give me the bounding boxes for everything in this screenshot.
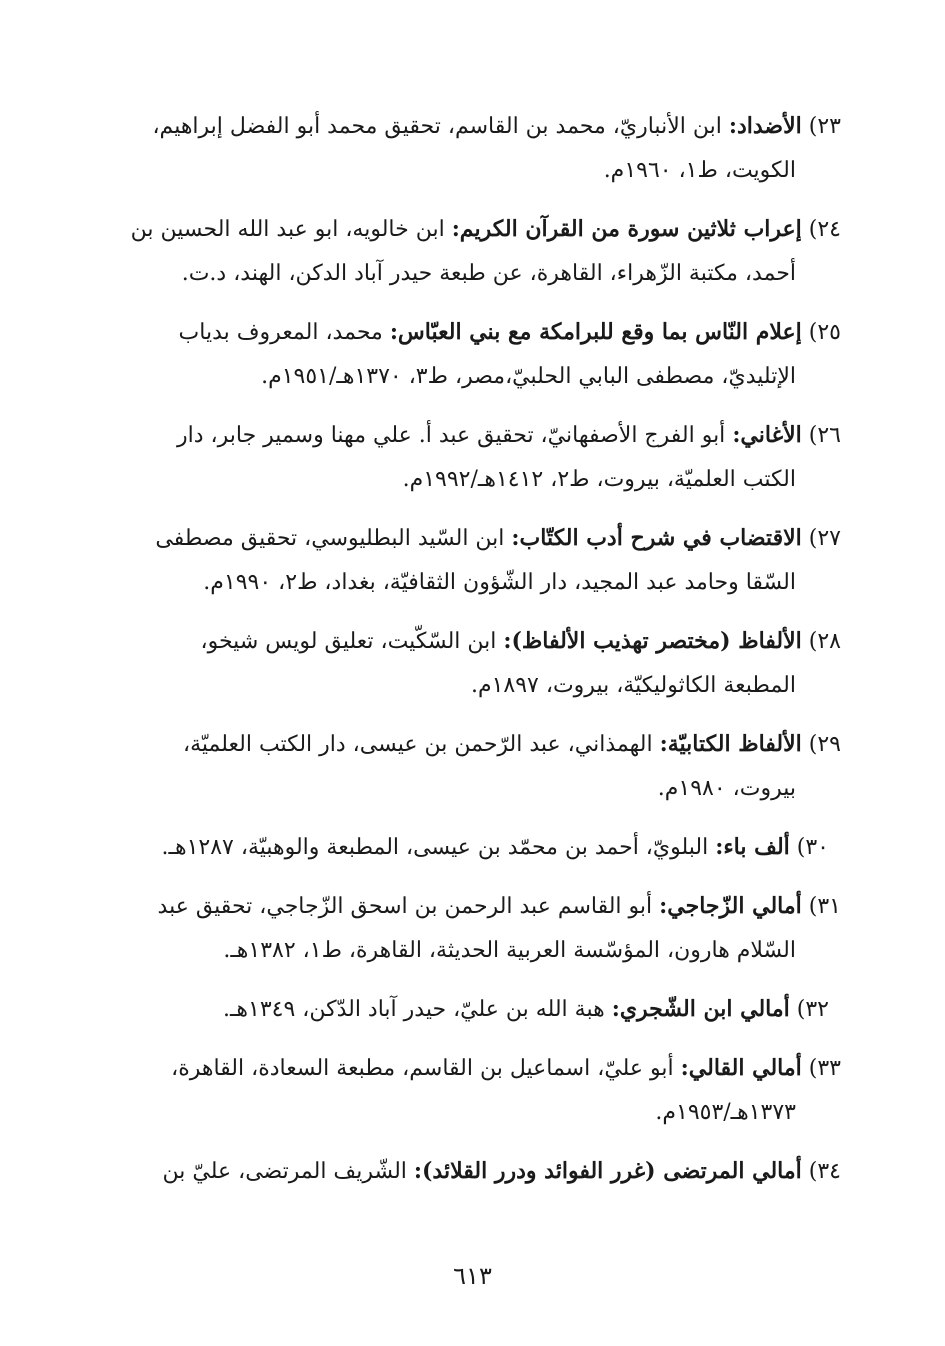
- entry-continuation: الكويت، ط١، ١٩٦٠م.: [603, 158, 796, 183]
- entry-title: الأغاني:: [732, 422, 802, 448]
- bibliography-entry: [106, 1046, 841, 1135]
- entry-details: ابن خالويه، ابو عبد الله الحسين بن: [130, 217, 445, 242]
- entry-title: الاقتضاب في شرح أدب الكتّاب:: [511, 525, 802, 551]
- entry-number: ٢٨): [808, 629, 841, 654]
- entry-details: هبة الله بن عليّ، حيدر آباد الدّكن، ١٣٤٩هـ.: [222, 997, 605, 1022]
- entry-details: الهمذاني، عبد الرّحمن بن عيسى، دار الكتب العلميّة،: [182, 732, 653, 757]
- entry-number: ٣٠): [796, 835, 829, 860]
- bibliography-entry: [106, 413, 841, 502]
- entry-title: الألفاظ (مختصر تهذيب الألفاظ):: [503, 628, 802, 654]
- entry-number: ٣٤): [808, 1159, 841, 1184]
- entry-number: ٢٥): [808, 320, 841, 345]
- bibliography-entry: [106, 207, 841, 296]
- entry-number: ٢٩): [808, 732, 841, 757]
- entry-title: الأضداد:: [728, 113, 802, 139]
- entry-continuation: السّقا وحامد عبد المجيد، دار الشّؤون الثقافيّة، بغداد، ط٢، ١٩٩٠م.: [203, 570, 796, 595]
- entry-details: ابن السّيد البطليوسي، تحقيق مصطفى: [155, 526, 505, 551]
- entry-continuation: السّلام هارون، المؤسّسة العربية الحديثة، القاهرة، ط١، ١٣٨٢هـ.: [223, 938, 796, 963]
- entry-details: ابن السّكّيت، تعليق لويس شيخو،: [200, 629, 497, 654]
- entry-continuation: الإتليديّ، مصطفى البابي الحلبيّ،مصر، ط٣، ١٣٧٠هـ/١٩٥١م.: [261, 364, 796, 389]
- entry-details: البلويّ، أحمد بن محمّد بن عيسى، المطبعة والوهبيّة، ١٢٨٧هـ.: [161, 835, 709, 860]
- page-number: ٦١٣: [453, 1262, 492, 1290]
- bibliography-entry: [106, 619, 841, 708]
- entry-details: أبو عليّ، اسماعيل بن القاسم، مطبعة السعادة، القاهرة،: [171, 1056, 674, 1081]
- entry-number: ٣٢): [796, 997, 829, 1022]
- entry-title: إعراب ثلاثين سورة من القرآن الكريم:: [451, 216, 802, 242]
- entry-continuation: المطبعة الكاثوليكيّة، بيروت، ١٨٩٧م.: [470, 673, 796, 698]
- entry-details: ابن الأنباريّ، محمد بن القاسم، تحقيق محمد أبو الفضل إبراهيم،: [152, 114, 722, 139]
- entry-continuation: بيروت، ١٩٨٠م.: [657, 776, 796, 801]
- entry-number: ٢٦): [808, 423, 841, 448]
- bibliography-entry: [106, 722, 841, 811]
- entry-number: ٢٧): [808, 526, 841, 551]
- bibliography-entry: [106, 987, 841, 1032]
- entry-title: ألف باء:: [715, 834, 790, 860]
- bibliography-entry: [106, 1149, 841, 1194]
- entry-continuation: أحمد، مكتبة الزّهراء، القاهرة، عن طبعة حيدر آباد الدكن، الهند، د.ت.: [181, 261, 796, 286]
- bibliography-list: [106, 104, 841, 1208]
- entry-title: الألفاظ الكتابيّة:: [659, 731, 802, 757]
- entry-number: ٣٣): [808, 1056, 841, 1081]
- entry-title: إعلام النّاس بما وقع للبرامكة مع بني العبّاس:: [389, 319, 802, 345]
- entry-details: محمد، المعروف بدياب: [178, 320, 383, 345]
- entry-details: أبو الفرج الأصفهانيّ، تحقيق عبد أ. علي مهنا وسمير جابر، دار: [176, 423, 726, 448]
- entry-title: أمالي ابن الشّجري:: [611, 996, 790, 1022]
- entry-title: أمالي الزّجاجي:: [659, 893, 802, 919]
- entry-details: الشّريف المرتضى، عليّ بن: [162, 1159, 407, 1184]
- bibliography-entry: [106, 884, 841, 973]
- entry-number: ٢٤): [808, 217, 841, 242]
- bibliography-entry: [106, 825, 841, 870]
- bibliography-entry: [106, 310, 841, 399]
- entry-number: ٣١): [808, 894, 841, 919]
- entry-title: أمالي المرتضى (غرر الفوائد ودرر القلائد):: [413, 1158, 802, 1184]
- entry-continuation: الكتب العلميّة، بيروت، ط٢، ١٤١٢هـ/١٩٩٢م.: [402, 467, 796, 492]
- entry-details: أبو القاسم عبد الرحمن بن اسحق الزّجاجي، تحقيق عبد: [157, 894, 653, 919]
- bibliography-entry: [106, 516, 841, 605]
- bibliography-entry: [106, 104, 841, 193]
- entry-title: أمالي القالي:: [680, 1055, 802, 1081]
- entry-number: ٢٣): [808, 114, 841, 139]
- entry-continuation: ١٣٧٣هـ/١٩٥٣م.: [655, 1100, 796, 1125]
